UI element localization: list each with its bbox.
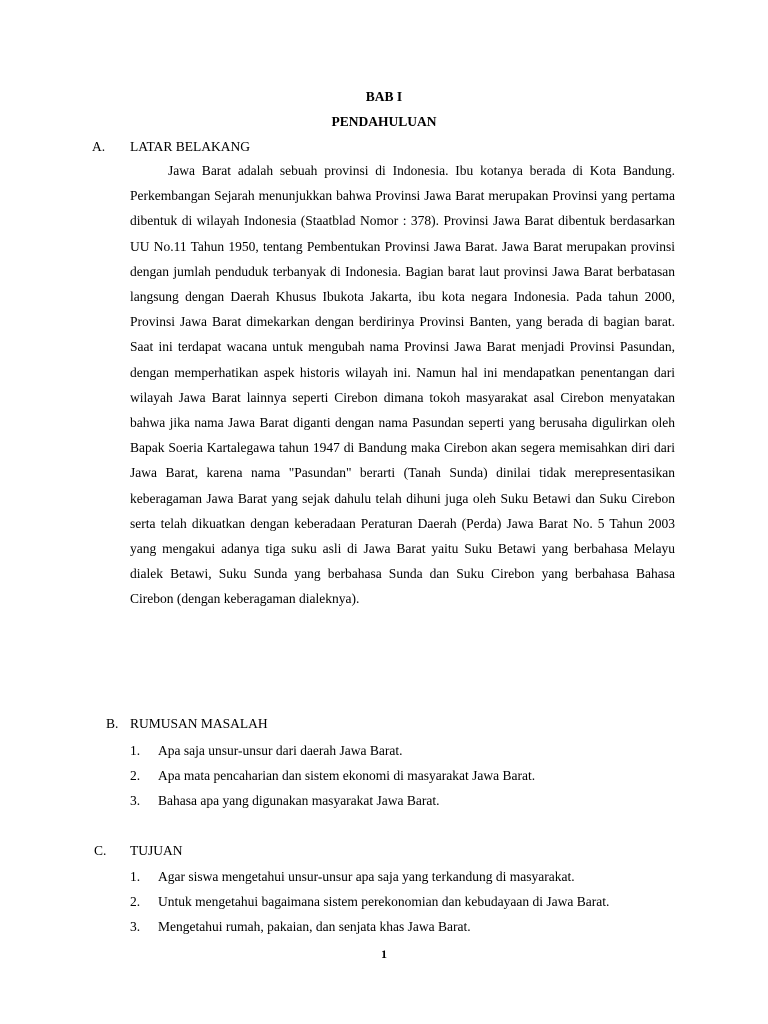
- section-a-paragraph: Jawa Barat adalah sebuah provinsi di Indonesia. Ibu kotanya berada di Kota Bandung. Perkembangan Sejarah menunjukkan bahwa Provinsi Jawa Barat merupakan Provinsi yang pertama dibentuk di wilayah Indonesia (Staatblad Nomor : 378). Provinsi Jawa Barat dibentuk berdasarkan UU No.11 Tahun 1950, tentang Pembentukan Provinsi Jawa Barat. Jawa Barat merupakan provinsi dengan jumlah penduduk terbanyak di Indonesia. Bagian barat laut provinsi Jawa Barat berbatasan langsung dengan Daerah Khusus Ibukota Jakarta, ibu kota negara Indonesia. Pada tahun 2000, Provinsi Jawa Barat dimekarkan dengan berdirinya Provinsi Banten, yang berada di bagian barat. Saat ini terdapat wacana untuk mengubah nama Provinsi Jawa Barat menjadi Provinsi Pasundan, dengan memperhatikan aspek historis wilayah ini. Namun hal ini mendapatkan penentangan dari wilayah Jawa Barat lainnya seperti Cirebon dimana tokoh masyarakat asal Cirebon menyatakan bahwa jika nama Jawa Barat diganti dengan nama Pasundan seperti yang berusaha digulirkan oleh Bapak Soeria Kartalegawa tahun 1947 di Bandung maka Cirebon akan segera memisahkan diri dari Jawa Barat, karena nama "Pasundan" berarti (Tanah Sunda) dinilai tidak merepresentasikan keberagaman Jawa Barat yang sejak dahulu telah dihuni juga oleh Suku Betawi dan Suku Cirebon serta telah dikuatkan dengan keberadaan Peraturan Daerah (Perda) Jawa Barat No. 5 Tahun 2003 yang mengakui adanya tiga suku asli di Jawa Barat yaitu Suku Betawi yang berbahasa Melayu dialek Betawi, Suku Sunda yang berbahasa Sunda dan Suku Cirebon yang berbahasa Bahasa Cirebon (dengan keberagaman dialeknya).: [130, 163, 675, 607]
- section-b-letter: B.: [106, 716, 119, 731]
- list-item-text: Agar siswa mengetahui unsur-unsur apa saja yang terkandung di masyarakat.: [158, 869, 575, 884]
- list-item: [130, 864, 609, 889]
- list-item: [130, 738, 535, 763]
- chapter-title: PENDAHULUAN: [331, 114, 437, 129]
- list-item-number: 1.: [130, 869, 141, 884]
- list-item-number: 1.: [130, 743, 141, 758]
- list-item: [130, 889, 609, 914]
- list-item-text: Bahasa apa yang digunakan masyarakat Jawa Barat.: [158, 793, 440, 808]
- list-item-text: Apa saja unsur-unsur dari daerah Jawa Barat.: [158, 743, 403, 758]
- section-b-list: [130, 738, 535, 813]
- list-item: [130, 788, 535, 813]
- list-item-text: Mengetahui rumah, pakaian, dan senjata khas Jawa Barat.: [158, 919, 471, 934]
- section-b-title: RUMUSAN MASALAH: [130, 716, 268, 731]
- section-c-title: TUJUAN: [130, 843, 183, 858]
- section-c-list: [130, 864, 609, 939]
- list-item-number: 2.: [130, 768, 141, 783]
- section-c-letter: C.: [94, 843, 107, 858]
- list-item: [130, 914, 609, 939]
- list-item-number: 2.: [130, 894, 141, 909]
- chapter-label: BAB I: [365, 89, 403, 104]
- list-item: [130, 763, 535, 788]
- page-number: 1: [381, 947, 387, 961]
- list-item-number: 3.: [130, 919, 141, 934]
- section-a-letter: A.: [92, 139, 106, 154]
- list-item-number: 3.: [130, 793, 141, 808]
- section-a-title: LATAR BELAKANG: [130, 139, 251, 154]
- list-item-text: Apa mata pencaharian dan sistem ekonomi di masyarakat Jawa Barat.: [158, 768, 536, 783]
- list-item-text: Untuk mengetahui bagaimana sistem perekonomian dan kebudayaan di Jawa Barat.: [158, 894, 610, 909]
